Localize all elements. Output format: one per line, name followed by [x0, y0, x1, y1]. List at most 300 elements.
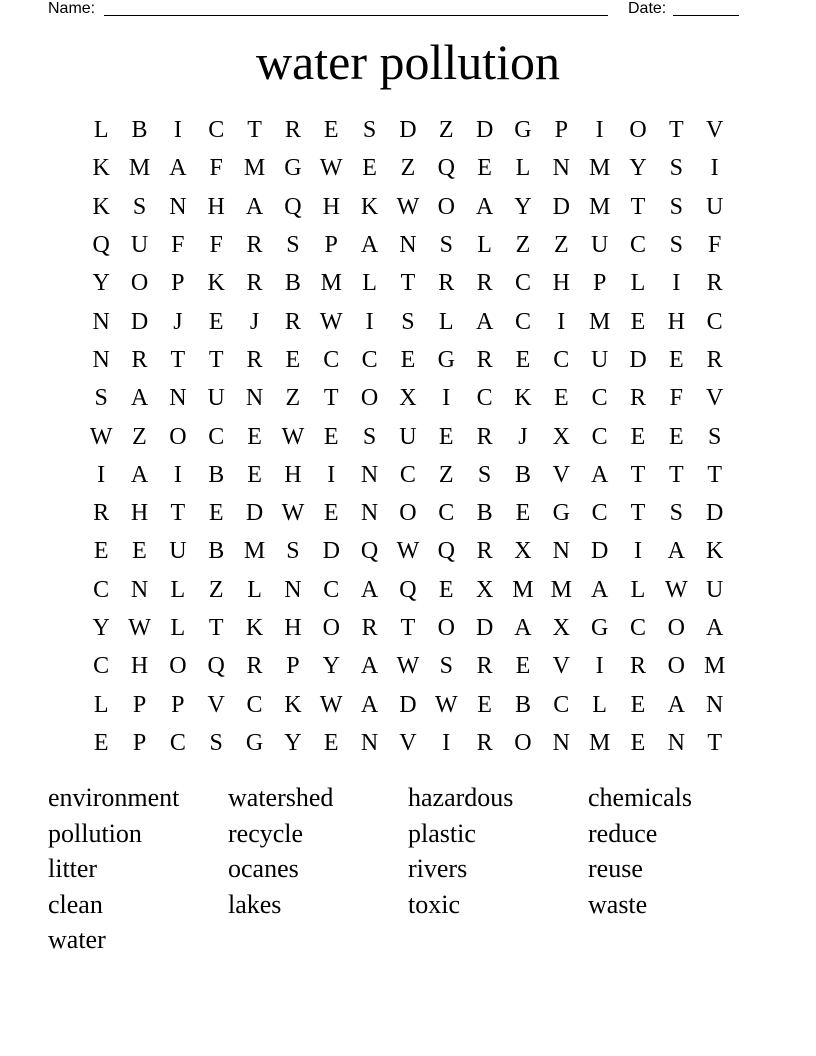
- grid-letter[interactable]: H: [667, 308, 685, 335]
- grid-letter[interactable]: T: [400, 270, 416, 297]
- grid-letter[interactable]: W: [434, 691, 458, 718]
- grid-letter[interactable]: N: [552, 155, 570, 182]
- grid-letter[interactable]: G: [437, 346, 455, 373]
- grid-letter[interactable]: H: [322, 193, 340, 220]
- grid-letter[interactable]: E: [285, 346, 301, 373]
- grid-letter[interactable]: H: [130, 500, 149, 527]
- grid-letter[interactable]: B: [514, 691, 531, 718]
- grid-letter[interactable]: Y: [629, 155, 647, 182]
- grid-letter[interactable]: C: [476, 385, 493, 412]
- grid-letter[interactable]: D: [245, 500, 264, 527]
- grid-letter[interactable]: S: [401, 308, 415, 335]
- grid-letter[interactable]: F: [209, 155, 223, 182]
- grid-letter[interactable]: A: [475, 193, 494, 220]
- grid-letter[interactable]: K: [284, 691, 302, 718]
- grid-letter[interactable]: E: [438, 576, 454, 603]
- grid-letter[interactable]: F: [209, 232, 223, 259]
- grid-letter[interactable]: R: [706, 346, 723, 373]
- grid-letter[interactable]: R: [284, 308, 301, 335]
- grid-letter[interactable]: Y: [514, 193, 532, 220]
- grid-letter[interactable]: V: [399, 729, 417, 756]
- grid-letter[interactable]: A: [706, 615, 724, 641]
- grid-letter[interactable]: W: [89, 423, 113, 450]
- grid-letter[interactable]: Q: [92, 232, 110, 259]
- grid-letter[interactable]: E: [93, 729, 109, 756]
- grid-letter[interactable]: C: [323, 576, 340, 603]
- grid-letter[interactable]: Z: [553, 232, 569, 259]
- grid-letter[interactable]: Y: [284, 729, 302, 756]
- grid-letter[interactable]: F: [171, 232, 185, 259]
- grid-letter[interactable]: L: [592, 691, 607, 718]
- grid-letter[interactable]: W: [396, 653, 420, 680]
- grid-letter[interactable]: A: [667, 691, 685, 718]
- word-list-item: waste: [588, 889, 648, 919]
- grid-letter[interactable]: A: [130, 461, 149, 488]
- grid-letter[interactable]: N: [169, 385, 187, 412]
- grid-letter[interactable]: Z: [438, 461, 454, 488]
- grid-letter[interactable]: D: [130, 308, 149, 335]
- grid-letter[interactable]: T: [630, 193, 646, 220]
- grid-letter[interactable]: O: [399, 500, 417, 527]
- grid-letter[interactable]: E: [630, 691, 646, 718]
- grid-letter[interactable]: U: [590, 232, 609, 259]
- grid-letter[interactable]: M: [243, 538, 266, 565]
- grid-letter[interactable]: S: [669, 232, 683, 259]
- date-label: Date:: [628, 0, 667, 17]
- grid-letter[interactable]: D: [706, 500, 724, 527]
- grid-letter[interactable]: R: [629, 653, 646, 680]
- grid-letter[interactable]: W: [396, 538, 420, 565]
- grid-letter[interactable]: O: [437, 615, 455, 641]
- grid-letter[interactable]: V: [207, 691, 225, 718]
- grid-letter[interactable]: O: [169, 653, 187, 680]
- grid-letter[interactable]: V: [552, 653, 570, 680]
- grid-letter[interactable]: N: [284, 576, 302, 603]
- grid-letter[interactable]: C: [514, 308, 531, 335]
- grid-letter[interactable]: Q: [284, 193, 302, 220]
- grid-letter[interactable]: S: [669, 500, 683, 527]
- grid-letter[interactable]: C: [438, 500, 455, 527]
- grid-letter[interactable]: U: [706, 193, 724, 220]
- grid-letter[interactable]: L: [93, 117, 109, 144]
- grid-letter[interactable]: K: [92, 193, 110, 220]
- grid-letter[interactable]: I: [672, 270, 681, 297]
- grid-letter[interactable]: T: [630, 500, 646, 527]
- grid-letter[interactable]: C: [246, 691, 263, 718]
- grid-letter[interactable]: C: [361, 346, 378, 373]
- grid-letter[interactable]: M: [588, 193, 611, 220]
- grid-letter[interactable]: R: [476, 729, 493, 756]
- grid-letter[interactable]: T: [208, 346, 224, 373]
- grid-letter[interactable]: N: [667, 729, 685, 756]
- grid-letter[interactable]: R: [284, 117, 301, 144]
- grid-letter[interactable]: M: [243, 155, 266, 182]
- grid-letter[interactable]: A: [360, 653, 379, 680]
- grid-letter[interactable]: L: [362, 270, 377, 297]
- grid-letter[interactable]: D: [475, 117, 494, 144]
- grid-letter[interactable]: T: [707, 461, 722, 488]
- grid-letter[interactable]: W: [281, 423, 305, 450]
- grid-letter[interactable]: L: [170, 615, 186, 641]
- grid-letter[interactable]: S: [94, 385, 108, 412]
- word-list-item: plastic: [408, 818, 476, 848]
- grid-letter[interactable]: E: [630, 308, 646, 335]
- grid-letter[interactable]: E: [477, 691, 492, 718]
- grid-letter[interactable]: W: [128, 615, 151, 641]
- grid-letter[interactable]: C: [591, 385, 608, 412]
- grid-letter[interactable]: C: [706, 308, 723, 335]
- grid-letter[interactable]: Y: [92, 615, 110, 641]
- grid-letter[interactable]: O: [322, 615, 340, 641]
- grid-letter[interactable]: C: [93, 653, 110, 680]
- grid-letter[interactable]: G: [590, 615, 609, 641]
- grid-letter[interactable]: R: [476, 653, 493, 680]
- grid-letter[interactable]: S: [439, 232, 453, 259]
- grid-letter[interactable]: R: [438, 270, 455, 297]
- grid-letter[interactable]: N: [245, 385, 264, 412]
- grid-letter[interactable]: E: [553, 385, 569, 412]
- grid-letter[interactable]: A: [667, 538, 685, 565]
- grid-letter[interactable]: N: [360, 461, 379, 488]
- grid-letter[interactable]: M: [588, 729, 611, 756]
- grid-letter[interactable]: E: [247, 461, 262, 488]
- grid-letter[interactable]: U: [706, 576, 724, 603]
- grid-letter[interactable]: D: [629, 346, 647, 373]
- grid-letter[interactable]: E: [93, 538, 109, 565]
- grid-letter[interactable]: Z: [132, 423, 147, 450]
- grid-letter[interactable]: B: [514, 461, 531, 488]
- grid-letter[interactable]: K: [706, 538, 724, 565]
- grid-row: [82, 685, 734, 723]
- grid-letter[interactable]: I: [442, 729, 451, 756]
- grid-letter[interactable]: L: [630, 576, 646, 603]
- grid-letter[interactable]: P: [324, 232, 338, 259]
- grid-letter[interactable]: K: [245, 615, 264, 641]
- grid-letter[interactable]: C: [208, 117, 225, 144]
- grid-letter[interactable]: O: [360, 385, 379, 412]
- grid-letter[interactable]: L: [438, 308, 454, 335]
- grid-letter[interactable]: R: [361, 615, 378, 641]
- grid-letter[interactable]: C: [323, 346, 340, 373]
- grid-letter[interactable]: V: [706, 385, 724, 412]
- grid-letter[interactable]: G: [552, 500, 570, 527]
- grid-letter[interactable]: I: [365, 308, 374, 335]
- grid-letter[interactable]: U: [399, 423, 417, 450]
- grid-letter[interactable]: S: [477, 461, 492, 488]
- grid-letter[interactable]: F: [707, 232, 722, 259]
- grid-letter[interactable]: C: [591, 500, 608, 527]
- grid-letter[interactable]: E: [515, 500, 531, 527]
- grid-letter[interactable]: O: [667, 653, 685, 680]
- grid-letter[interactable]: X: [552, 615, 570, 641]
- grid-letter[interactable]: K: [360, 193, 379, 220]
- grid-letter[interactable]: H: [284, 461, 302, 488]
- grid-letter[interactable]: X: [514, 538, 532, 565]
- grid-letter[interactable]: T: [668, 461, 684, 488]
- grid-letter[interactable]: R: [246, 653, 263, 680]
- grid-letter[interactable]: A: [514, 615, 532, 641]
- grid-letter[interactable]: M: [128, 155, 151, 182]
- grid-letter[interactable]: K: [92, 155, 110, 182]
- grid-letter[interactable]: L: [93, 691, 109, 718]
- grid-letter[interactable]: C: [208, 423, 225, 450]
- grid-letter[interactable]: A: [130, 385, 149, 412]
- grid-letter[interactable]: U: [207, 385, 225, 412]
- grid-letter[interactable]: W: [319, 155, 343, 182]
- grid-letter[interactable]: B: [131, 117, 148, 144]
- grid-letter[interactable]: P: [592, 270, 607, 297]
- grid-letter[interactable]: O: [437, 193, 455, 220]
- grid-letter[interactable]: P: [171, 270, 185, 297]
- grid-letter[interactable]: Q: [360, 538, 379, 565]
- grid-letter[interactable]: D: [322, 538, 340, 565]
- grid-letter[interactable]: Y: [92, 270, 110, 297]
- grid-letter[interactable]: O: [514, 729, 532, 756]
- grid-letter[interactable]: E: [630, 423, 646, 450]
- grid-letter[interactable]: B: [208, 538, 225, 565]
- grid-letter[interactable]: R: [93, 500, 110, 527]
- grid-letter[interactable]: D: [552, 193, 570, 220]
- grid-letter[interactable]: R: [476, 346, 493, 373]
- grid-letter[interactable]: W: [396, 193, 420, 220]
- grid-letter[interactable]: R: [131, 346, 148, 373]
- grid-letter[interactable]: J: [518, 423, 528, 450]
- grid-letter[interactable]: I: [595, 117, 604, 144]
- grid-letter[interactable]: H: [130, 653, 149, 680]
- grid-letter[interactable]: P: [286, 653, 300, 680]
- grid-letter[interactable]: D: [399, 691, 417, 718]
- grid-letter[interactable]: T: [630, 461, 646, 488]
- grid-letter[interactable]: S: [362, 423, 377, 450]
- grid-letter[interactable]: C: [553, 346, 570, 373]
- grid-letter[interactable]: K: [514, 385, 532, 412]
- grid-letter[interactable]: Z: [438, 117, 454, 144]
- grid-letter[interactable]: G: [514, 117, 532, 144]
- grid-letter[interactable]: S: [669, 155, 683, 182]
- grid-letter[interactable]: Q: [399, 576, 417, 603]
- grid-letter[interactable]: N: [552, 729, 570, 756]
- grid-letter[interactable]: R: [629, 385, 646, 412]
- grid-letter[interactable]: F: [669, 385, 683, 412]
- grid-letter[interactable]: C: [629, 232, 646, 259]
- grid-letter[interactable]: E: [438, 423, 454, 450]
- grid-letter[interactable]: T: [170, 346, 186, 373]
- grid-letter[interactable]: I: [442, 385, 451, 412]
- grid-letter[interactable]: A: [245, 193, 264, 220]
- grid-letter[interactable]: X: [399, 385, 417, 412]
- grid-letter[interactable]: A: [475, 308, 494, 335]
- grid-letter[interactable]: T: [400, 615, 416, 641]
- grid-letter[interactable]: Q: [437, 155, 455, 182]
- grid-letter[interactable]: T: [323, 385, 339, 412]
- grid-letter[interactable]: T: [170, 500, 186, 527]
- date-blank-line[interactable]: [673, 15, 739, 16]
- grid-letter[interactable]: R: [246, 346, 263, 373]
- grid-letter[interactable]: S: [439, 653, 453, 680]
- word-list-item: toxic: [408, 889, 460, 919]
- grid-letter[interactable]: V: [706, 117, 724, 144]
- grid-letter[interactable]: D: [475, 615, 494, 641]
- grid-letter[interactable]: L: [515, 155, 531, 182]
- grid-letter[interactable]: H: [207, 193, 225, 220]
- grid-letter[interactable]: I: [327, 461, 336, 488]
- grid-letter[interactable]: S: [362, 117, 377, 144]
- grid-letter[interactable]: Y: [322, 653, 340, 680]
- grid-letter[interactable]: L: [630, 270, 646, 297]
- grid-letter[interactable]: S: [669, 193, 683, 220]
- grid-letter[interactable]: C: [629, 615, 646, 641]
- name-blank-line[interactable]: [104, 15, 608, 16]
- grid-letter[interactable]: N: [92, 308, 110, 335]
- grid-letter[interactable]: T: [668, 117, 684, 144]
- grid-letter[interactable]: P: [132, 729, 147, 756]
- grid-letter[interactable]: C: [514, 270, 531, 297]
- grid-letter[interactable]: N: [706, 691, 724, 718]
- grid-letter[interactable]: R: [246, 232, 263, 259]
- grid-letter[interactable]: N: [360, 729, 379, 756]
- grid-letter[interactable]: B: [284, 270, 301, 297]
- grid-letter[interactable]: Q: [437, 538, 455, 565]
- grid-letter[interactable]: D: [590, 538, 609, 565]
- grid-letter[interactable]: I: [557, 308, 566, 335]
- grid-letter[interactable]: N: [130, 576, 149, 603]
- grid-letter[interactable]: E: [323, 423, 339, 450]
- grid-row: [82, 647, 734, 685]
- grid-letter[interactable]: B: [476, 500, 493, 527]
- grid-letter[interactable]: A: [360, 232, 379, 259]
- grid-letter[interactable]: I: [710, 155, 719, 182]
- grid-letter[interactable]: Z: [285, 385, 301, 412]
- grid-letter[interactable]: S: [132, 193, 147, 220]
- grid-letter[interactable]: J: [173, 308, 183, 335]
- grid-letter[interactable]: M: [588, 308, 611, 335]
- grid-letter[interactable]: O: [169, 423, 187, 450]
- grid-letter[interactable]: P: [171, 691, 185, 718]
- grid-letter[interactable]: L: [477, 232, 492, 259]
- grid-letter[interactable]: G: [284, 155, 302, 182]
- grid-letter[interactable]: L: [170, 576, 186, 603]
- grid-letter[interactable]: E: [132, 538, 147, 565]
- grid-letter[interactable]: E: [668, 346, 684, 373]
- grid-letter[interactable]: V: [552, 461, 570, 488]
- grid-letter[interactable]: R: [476, 270, 493, 297]
- grid-row: [82, 532, 734, 570]
- grid-letter[interactable]: N: [552, 538, 570, 565]
- grid-letter[interactable]: O: [629, 117, 647, 144]
- grid-letter[interactable]: S: [209, 729, 223, 756]
- grid-letter[interactable]: H: [552, 270, 570, 297]
- grid-letter[interactable]: E: [630, 729, 646, 756]
- grid-letter[interactable]: R: [476, 538, 493, 565]
- grid-letter[interactable]: E: [323, 117, 339, 144]
- grid-letter[interactable]: U: [130, 232, 149, 259]
- grid-letter[interactable]: C: [399, 461, 416, 488]
- grid-letter[interactable]: U: [590, 346, 609, 373]
- grid-letter[interactable]: P: [554, 117, 568, 144]
- grid-letter[interactable]: R: [246, 270, 263, 297]
- grid-letter[interactable]: Q: [207, 653, 225, 680]
- grid-letter[interactable]: O: [667, 615, 685, 641]
- grid-letter[interactable]: Z: [400, 155, 416, 182]
- grid-letter[interactable]: T: [247, 117, 262, 144]
- grid-letter[interactable]: M: [512, 576, 534, 603]
- grid-letter[interactable]: E: [323, 500, 339, 527]
- grid-letter[interactable]: I: [173, 117, 182, 144]
- grid-letter[interactable]: N: [169, 193, 187, 220]
- grid-letter[interactable]: W: [281, 500, 305, 527]
- grid-letter[interactable]: W: [665, 576, 688, 603]
- grid-letter[interactable]: T: [208, 615, 224, 641]
- grid-letter[interactable]: S: [707, 423, 722, 450]
- grid-letter[interactable]: M: [704, 653, 726, 680]
- grid-letter[interactable]: X: [552, 423, 570, 450]
- grid-letter[interactable]: E: [208, 308, 224, 335]
- grid-letter[interactable]: I: [97, 461, 106, 488]
- grid-letter[interactable]: N: [360, 500, 379, 527]
- grid-letter[interactable]: E: [400, 346, 416, 373]
- word-list-item: watershed: [228, 783, 334, 812]
- grid-letter[interactable]: C: [591, 423, 608, 450]
- grid-letter[interactable]: I: [173, 461, 182, 488]
- grid-letter[interactable]: A: [590, 576, 609, 603]
- grid-letter[interactable]: S: [286, 538, 300, 565]
- grid-letter[interactable]: E: [668, 423, 684, 450]
- grid-letter[interactable]: E: [208, 500, 224, 527]
- grid-letter[interactable]: I: [633, 538, 642, 565]
- grid-letter[interactable]: B: [208, 461, 225, 488]
- grid-letter[interactable]: M: [320, 270, 342, 297]
- grid-letter[interactable]: D: [399, 117, 417, 144]
- grid-letter[interactable]: Z: [208, 576, 224, 603]
- grid-letter[interactable]: E: [247, 423, 262, 450]
- grid-letter[interactable]: C: [553, 691, 570, 718]
- grid-letter[interactable]: X: [475, 576, 494, 603]
- grid-letter[interactable]: Z: [515, 232, 531, 259]
- grid-letter[interactable]: U: [169, 538, 187, 565]
- grid-letter[interactable]: A: [169, 155, 187, 182]
- grid-letter[interactable]: K: [207, 270, 225, 297]
- grid-letter[interactable]: R: [476, 423, 493, 450]
- grid-letter[interactable]: H: [284, 615, 302, 641]
- grid-letter[interactable]: E: [362, 155, 377, 182]
- grid-letter[interactable]: N: [92, 346, 110, 373]
- grid-letter[interactable]: A: [590, 461, 609, 488]
- grid-letter[interactable]: R: [706, 270, 723, 297]
- name-label: Name:: [48, 0, 96, 17]
- grid-letter[interactable]: E: [515, 653, 531, 680]
- grid-letter[interactable]: E: [323, 729, 339, 756]
- grid-letter[interactable]: I: [595, 653, 604, 680]
- grid-letter[interactable]: M: [550, 576, 572, 603]
- grid-letter[interactable]: E: [477, 155, 492, 182]
- grid-letter[interactable]: P: [132, 691, 147, 718]
- grid-letter[interactable]: E: [515, 346, 531, 373]
- grid-letter[interactable]: C: [169, 729, 186, 756]
- grid-letter[interactable]: C: [93, 576, 110, 603]
- grid-letter[interactable]: S: [286, 232, 300, 259]
- grid-letter[interactable]: N: [399, 232, 417, 259]
- grid-letter[interactable]: T: [707, 729, 722, 756]
- grid-letter[interactable]: A: [360, 691, 379, 718]
- grid-letter[interactable]: G: [245, 729, 264, 756]
- grid-letter[interactable]: J: [249, 308, 260, 335]
- grid-letter[interactable]: W: [319, 691, 343, 718]
- grid-letter[interactable]: O: [130, 270, 149, 297]
- grid-letter[interactable]: A: [360, 576, 379, 603]
- grid-letter[interactable]: M: [588, 155, 611, 182]
- grid-letter[interactable]: L: [247, 576, 262, 603]
- grid-letter[interactable]: W: [319, 308, 343, 335]
